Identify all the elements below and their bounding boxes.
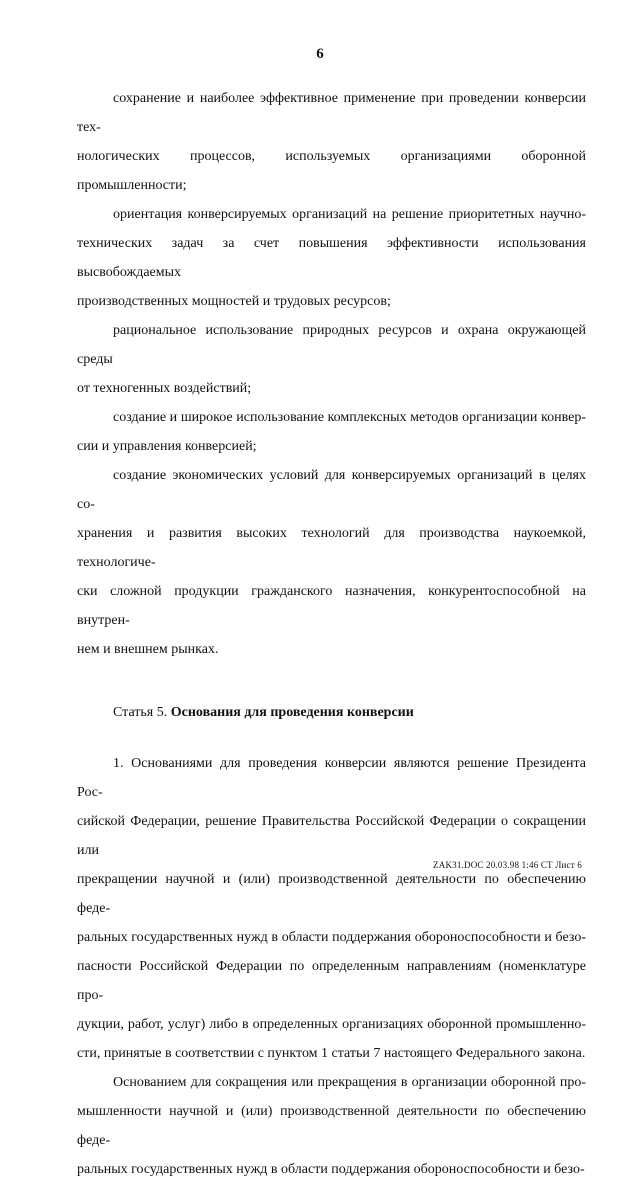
conversion-goals-list (77, 84, 586, 664)
article-paragraph (77, 1068, 586, 1184)
text-line: 1. Основаниями для проведения конверсии являются решение Президента Рос- (77, 756, 586, 800)
text-line: производственных мощностей и трудовых ресурсов; (77, 294, 391, 309)
document-footer: ZAK31.DOC 20.03.98 1:46 СТ Лист 6 (433, 860, 582, 870)
list-item (77, 316, 586, 403)
article-paragraph (77, 749, 586, 1068)
article-prefix: Статья 5. (113, 705, 168, 720)
list-item (77, 200, 586, 316)
text-line: сийской Федерации, решение Правительства Российской Федерации о сокращении или (77, 814, 586, 858)
article-paragraphs (77, 749, 586, 1184)
text-line: технических задач за счет повышения эффективности использования высвобождаемых (77, 236, 586, 280)
text-line: нологических процессов, используемых организациями оборонной промышленности; (77, 149, 586, 193)
text-line: ральных государственных нужд в области поддержания обороноспособности и безо- (77, 1162, 585, 1177)
text-line: создание и широкое использование комплексных методов организации конвер- (113, 410, 586, 425)
list-item (77, 84, 586, 200)
text-line: Основанием для сокращения или прекращения в организации оборонной про- (113, 1075, 586, 1090)
text-line: прекращении научной и (или) производственной деятельности по обеспечению феде- (77, 872, 586, 916)
article-heading (77, 698, 586, 727)
text-line: создание экономических условий для конверсируемых организаций в целях со- (77, 468, 586, 512)
text-line: сти, принятые в соответствии с пунктом 1 статьи 7 настоящего Федерального закона. (77, 1046, 586, 1061)
text-line: сохранение и наиболее эффективное применение при проведении конверсии тех- (77, 91, 586, 135)
text-line: дукции, работ, услуг) либо в определенных организациях оборонной промышленно- (77, 1017, 586, 1032)
text-line: сии и управления конверсией; (77, 439, 257, 454)
text-line: ориентация конверсируемых организаций на решение приоритетных научно- (113, 207, 586, 222)
text-line: пасности Российской Федерации по определенным направлениям (номенклатуре про- (77, 959, 586, 1003)
text-line: рациональное использование природных ресурсов и охрана окружающей среды (77, 323, 586, 367)
page-number: 6 (316, 46, 324, 62)
spacer (77, 664, 586, 698)
text-line: ральных государственных нужд в области поддержания обороноспособности и безо- (77, 930, 586, 945)
article-title: Основания для проведения конверсии (170, 705, 414, 720)
text-line: хранения и развития высоких технологий для производства наукоемкой, технологиче- (77, 526, 586, 570)
document-body (77, 84, 586, 1184)
list-item (77, 403, 586, 461)
text-line: мышленности научной и (или) производственной деятельности по обеспечению феде- (77, 1104, 586, 1148)
text-line: ски сложной продукции гражданского назначения, конкурентоспособной на внутрен- (77, 584, 586, 628)
spacer (77, 727, 586, 749)
text-line: нем и внешнем рынках. (77, 642, 219, 657)
list-item (77, 461, 586, 664)
text-line: от техногенных воздействий; (77, 381, 252, 396)
